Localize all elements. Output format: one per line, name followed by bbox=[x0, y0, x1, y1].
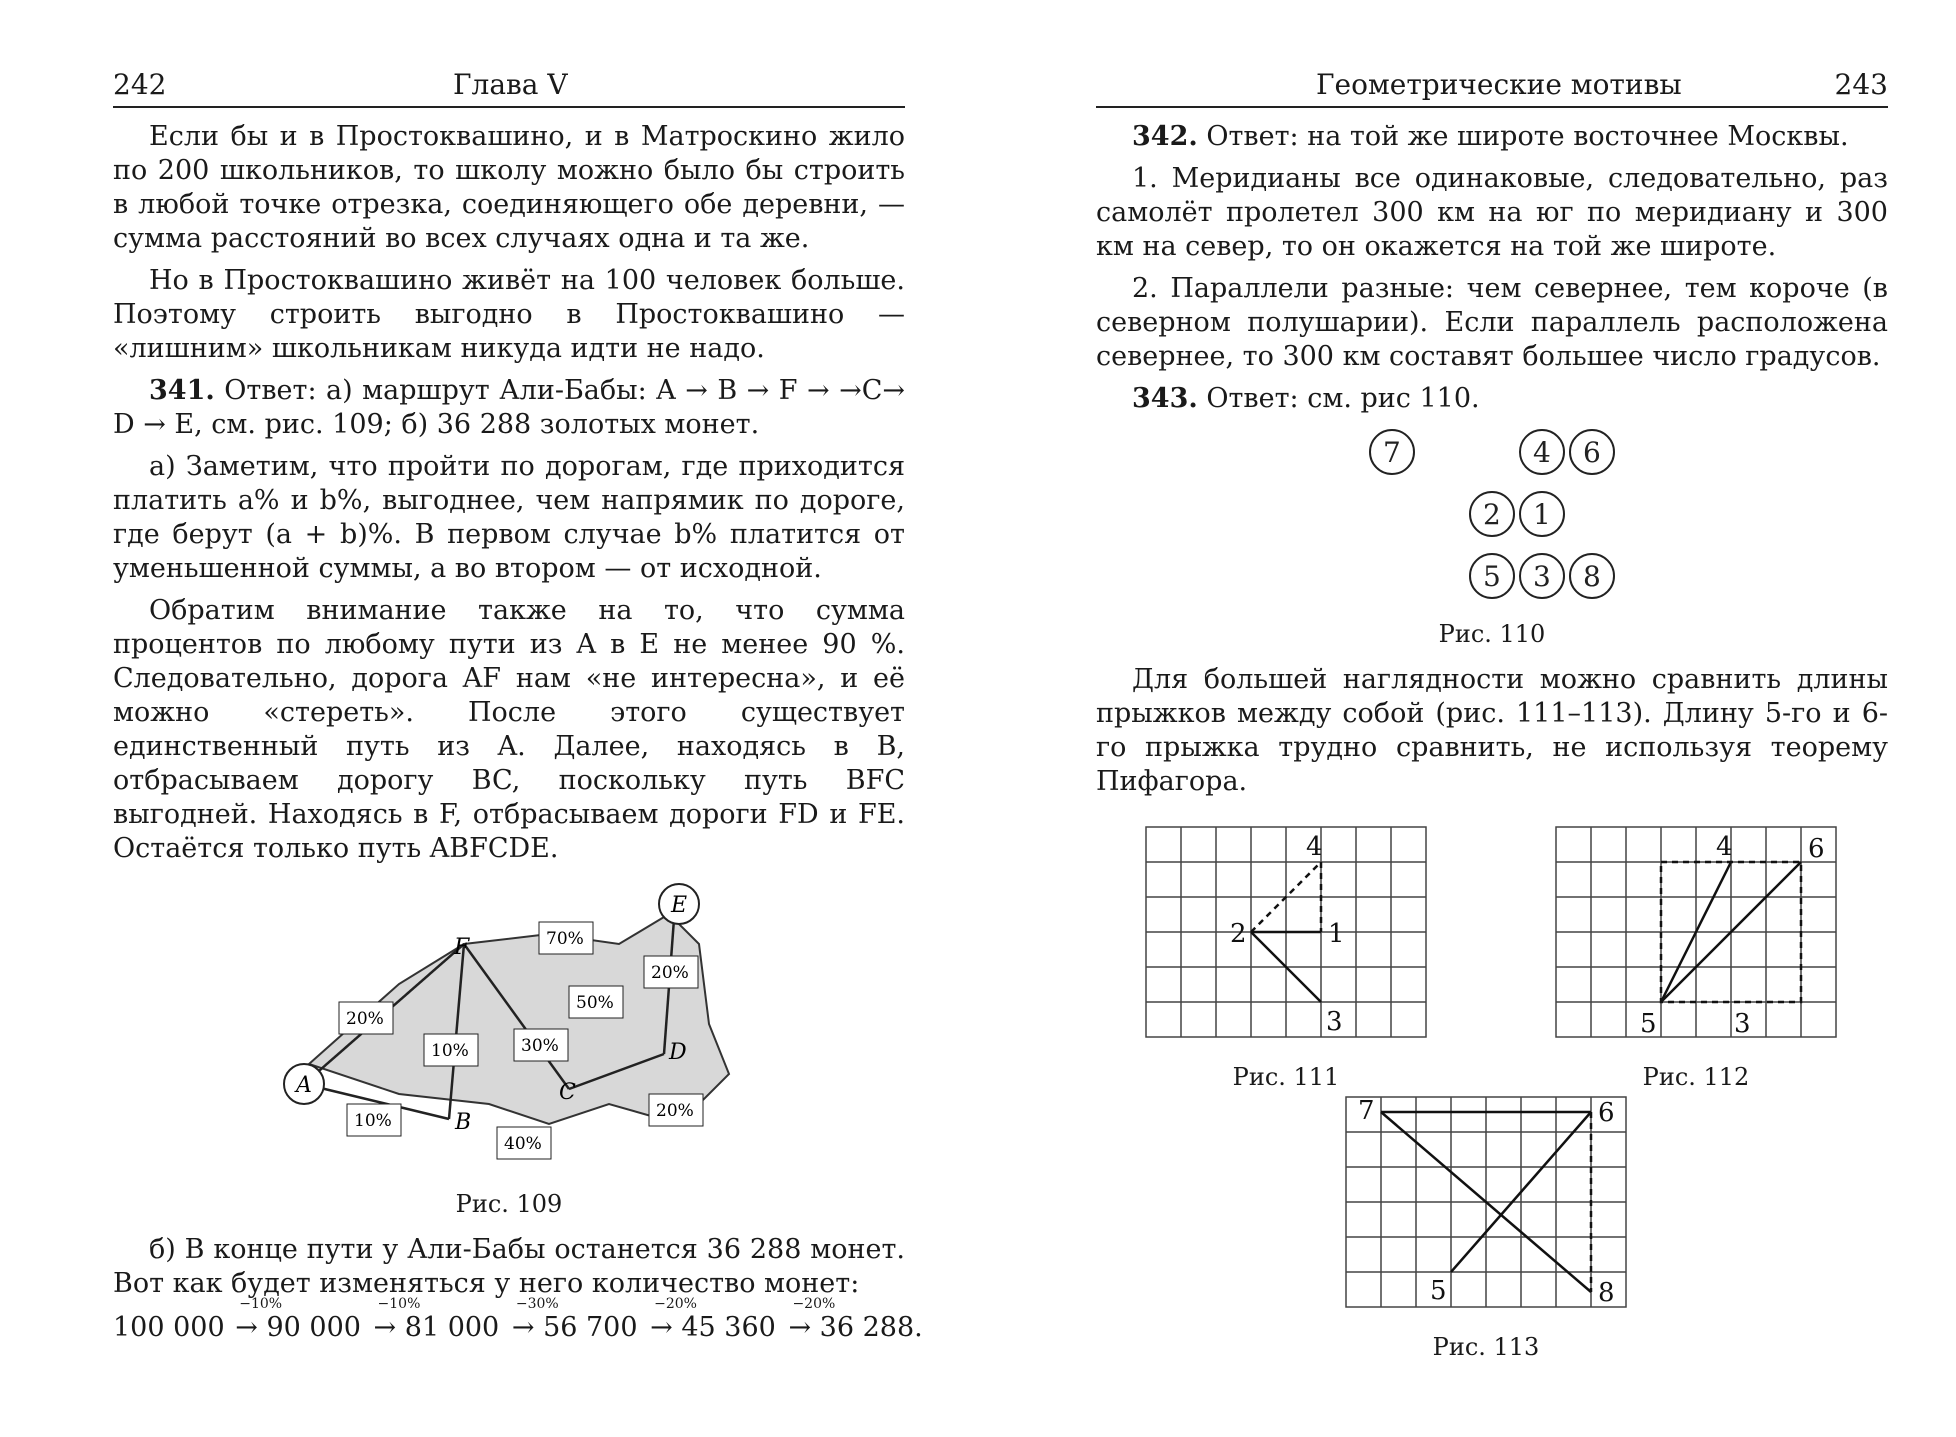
node-label: A bbox=[296, 1073, 312, 1098]
jump-grid-111 bbox=[1136, 817, 1436, 1047]
circled-number: 4 bbox=[1533, 436, 1551, 469]
route-map-diagram bbox=[249, 874, 769, 1174]
edge-label: 50% bbox=[576, 993, 614, 1013]
problem-text: Ответ: на той же широте восточнее Москвы. bbox=[1197, 121, 1849, 152]
grid-label: 5 bbox=[1430, 1276, 1447, 1306]
figure-112 bbox=[1546, 817, 1846, 1106]
paragraph: б) В конце пути у Али-Бабы останется 36 288 монет. Вот как будет изменяться у него количество монет: bbox=[113, 1234, 905, 1299]
chain-step: −10% → 90 000 bbox=[235, 1311, 361, 1345]
chain-step: −20% → 36 288. bbox=[788, 1311, 922, 1345]
circled-number: 3 bbox=[1533, 560, 1551, 593]
jump-grid-112 bbox=[1546, 817, 1846, 1047]
chain-step: −30% → 56 700 bbox=[512, 1311, 638, 1345]
step-value: 36 288. bbox=[819, 1312, 923, 1343]
step-percent: −10% bbox=[239, 1296, 283, 1312]
paragraph: 1. Меридианы все одинаковые, следовательно, раз самолёт пролетел 300 км на юг по меридиану и 300 км на север, то он окажется на той же широте. bbox=[1096, 163, 1888, 262]
problem-number: 342. bbox=[1132, 121, 1198, 152]
circled-number: 8 bbox=[1583, 560, 1601, 593]
figure-caption: Рис. 110 bbox=[1438, 620, 1546, 648]
edge-label: 70% bbox=[546, 929, 584, 949]
problem-341-answer bbox=[113, 374, 905, 442]
figure-caption: Рис. 111 bbox=[1232, 1063, 1340, 1091]
node-label: B bbox=[455, 1110, 472, 1135]
grid-label: 1 bbox=[1328, 919, 1345, 949]
right-header bbox=[1096, 62, 1888, 108]
coin-chain bbox=[113, 1296, 923, 1345]
paragraph: Для большей наглядности можно сравнить длины прыжков между собой (рис. 111–113). Длину 5-го и 6-го прыжка трудно сравнить, не используя теорему Пифагора. bbox=[1096, 664, 1888, 797]
step-percent: −20% bbox=[654, 1296, 697, 1312]
chain-start: 100 000 bbox=[113, 1312, 225, 1343]
edge-label: 20% bbox=[346, 1009, 384, 1029]
grid-label: 5 bbox=[1640, 1009, 1657, 1039]
step-percent: −20% bbox=[792, 1296, 836, 1312]
problem-text: Ответ: а) маршрут Али-Бабы: A → B → F → →C→ D → E, см. рис. 109; б) 36 288 золотых монет. bbox=[113, 375, 905, 440]
page-number-left: 242 bbox=[113, 68, 167, 101]
circled-number: 5 bbox=[1483, 560, 1501, 593]
edge-label: 30% bbox=[521, 1036, 559, 1056]
chain-step: −10% → 81 000 bbox=[374, 1311, 500, 1345]
circled-number: 7 bbox=[1383, 436, 1401, 469]
node-label: F bbox=[454, 935, 470, 960]
edge-label: 10% bbox=[431, 1041, 469, 1061]
figure-113 bbox=[1336, 1087, 1636, 1376]
problem-text: Ответ: см. рис 110. bbox=[1197, 383, 1480, 414]
step-value: 90 000 bbox=[266, 1312, 361, 1343]
figure-caption: Рис. 112 bbox=[1642, 1063, 1750, 1091]
paragraph: 2. Параллели разные: чем севернее, тем короче (в северном полушарии). Если параллель расположена севернее, то 300 км составят большее число градусов. bbox=[1096, 273, 1888, 372]
running-title: Геометрические мотивы bbox=[1316, 68, 1682, 101]
step-percent: −30% bbox=[515, 1296, 559, 1312]
circled-numbers-grid bbox=[1362, 424, 1622, 604]
step-value: 81 000 bbox=[404, 1312, 500, 1343]
paragraph: Обратим внимание также на то, что сумма процентов по любому пути из A в E не менее 90 %. Следовательно, дорога AF нам «не интересна», и её можно «стереть». После этого существует единственный путь из A. Далее, находясь в B, отбрасываем дорогу BC, поскольку путь BFC выгодней. Находясь в F, отбрасываем дороги FD и FE. Остаётся только путь ABFCDE. bbox=[113, 595, 905, 864]
step-value: 56 700 bbox=[543, 1312, 638, 1343]
grid-label: 7 bbox=[1358, 1096, 1375, 1126]
paragraph: Если бы и в Простоквашино, и в Матроскино жило по 200 школьников, то школу можно было бы строить в любой точке отрезка, соединяющего обе деревни, — сумма расстояний во всех случаях одна и та же. bbox=[113, 121, 905, 254]
grid-label: 4 bbox=[1716, 832, 1733, 862]
right-page bbox=[978, 0, 1956, 1437]
figure-caption: Рис. 113 bbox=[1432, 1333, 1540, 1361]
grid-figures bbox=[1096, 807, 1888, 1367]
circled-number: 6 bbox=[1583, 436, 1601, 469]
left-text-column bbox=[113, 120, 923, 1345]
grid-label: 6 bbox=[1808, 834, 1825, 864]
left-header bbox=[113, 62, 905, 108]
figure-110 bbox=[1096, 424, 1888, 651]
problem-342-answer bbox=[1096, 120, 1888, 154]
edge-label: 20% bbox=[651, 963, 689, 983]
step-value: 45 360 bbox=[681, 1312, 776, 1343]
edge-label: 40% bbox=[504, 1134, 542, 1154]
step-percent: −10% bbox=[377, 1296, 421, 1312]
grid-label: 8 bbox=[1598, 1278, 1615, 1308]
jump-grid-113 bbox=[1336, 1087, 1636, 1317]
figure-caption: Рис. 109 bbox=[455, 1190, 563, 1218]
chain-step: −20% → 45 360 bbox=[650, 1311, 776, 1345]
grid-label: 3 bbox=[1326, 1007, 1343, 1037]
problem-343-answer bbox=[1096, 382, 1888, 416]
problem-number: 343. bbox=[1132, 383, 1198, 414]
edge-label: 20% bbox=[656, 1101, 694, 1121]
grid-label: 4 bbox=[1306, 832, 1323, 862]
chapter-title: Глава V bbox=[453, 68, 568, 101]
paragraph: Но в Простоквашино живёт на 100 человек больше. Поэтому строить выгодно в Простоквашино — «лишним» школьникам никуда идти не надо. bbox=[113, 265, 905, 364]
grid-label: 6 bbox=[1598, 1098, 1615, 1128]
grid-label: 3 bbox=[1734, 1009, 1751, 1039]
node-label: E bbox=[671, 893, 688, 918]
circled-number: 2 bbox=[1483, 498, 1501, 531]
page-number-right: 243 bbox=[1834, 68, 1888, 101]
problem-number: 341. bbox=[149, 375, 215, 406]
circled-number: 1 bbox=[1533, 498, 1551, 531]
edge-label: 10% bbox=[354, 1111, 392, 1131]
figure-109 bbox=[113, 874, 905, 1221]
right-text-column bbox=[1096, 120, 1888, 1367]
figure-111 bbox=[1136, 817, 1436, 1106]
node-label: D bbox=[669, 1040, 687, 1065]
node-label: C bbox=[559, 1080, 576, 1105]
grid-label: 2 bbox=[1230, 919, 1247, 949]
paragraph: а) Заметим, что пройти по дорогам, где приходится платить a% и b%, выгоднее, чем напрямик по дороге, где берут (a + b)%. В первом случае b% платится от уменьшенной суммы, а во втором — от исходной. bbox=[113, 451, 905, 584]
